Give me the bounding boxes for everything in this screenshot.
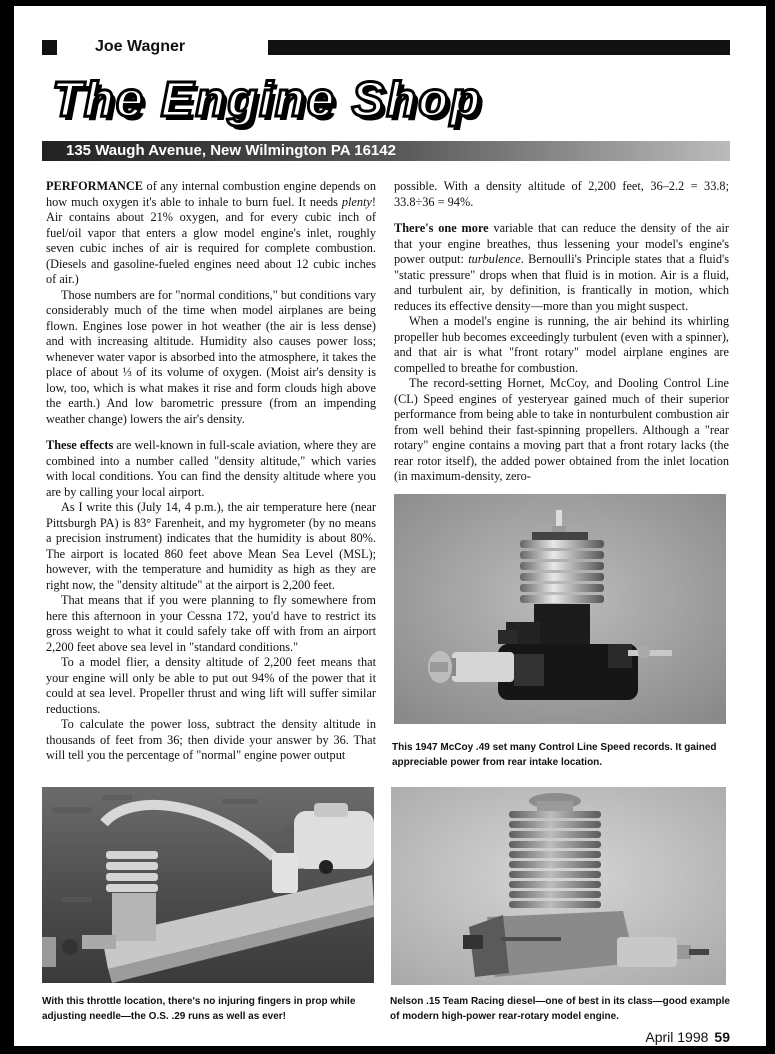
caption-throttle: With this throttle location, there's no injuring fingers in prop while adjusting needle—the O.S. .29 runs as well as ever! [42, 996, 356, 1022]
text-column-right [394, 179, 729, 485]
paragraph: There's one more variable that can reduce the density of the air that your engine breathes, thus lessening your model's engine's power output: turbulence. Bernoulli's Principle states that a fluid's "static pressure" drops when that fluid is in motion. Air is a fluid, and turbulent air, by definition, is frantically in motion, which reduces its effective density—more than you might suspect. [394, 221, 729, 313]
lead-in: These effects [46, 438, 114, 452]
header-rule [268, 40, 730, 55]
address-bar [42, 141, 730, 161]
photo-throttle-setup [42, 787, 374, 983]
lead-in: PERFORMANCE [46, 179, 144, 193]
column-title: The Engine Shop [52, 73, 483, 127]
mccoy-engine-photo [394, 494, 726, 724]
paragraph: Those numbers are for "normal conditions," but conditions vary considerably much of the time when model airplanes are being flown. Engines lose power in hot weather (the air is less dense) and with increasing altitude. Humidity also causes power loss; whenever water vapor is absorbed into the atmosphere, it takes the place of about ⅓ of its volume of oxygen. (Moist air's density is low, too, which is what makes it rise and form clouds high above the earth.) And low barometric pressure (from an impending weather change) lowers the air's density. [46, 287, 376, 426]
issue-date: April 1998 [645, 1029, 709, 1045]
text-column-left [46, 179, 376, 764]
lead-in: There's one more [394, 221, 489, 235]
paragraph: To a model flier, a density altitude of 2,200 feet means that your engine will only be able to put out 94% of the power that it could at sea level. Propeller thrust and wing lift will suffer similar reductions. [46, 655, 376, 716]
caption-nelson: Nelson .15 Team Racing diesel—one of best in its class—good example of modern high-power rear-rotary model engine. [390, 996, 730, 1022]
paragraph: The record-setting Hornet, McCoy, and Dooling Control Line (CL) Speed engines of yesteryear gained much of their superior performance from being able to take in nonturbulent combustion air from well behind their fast-spinning propellers. Although a "rear rotary" engine contains a moving part that a front rotary lacks (the rear rotor itself), the added power obtained from the inlet location (in maximum-density, zero- [394, 376, 729, 483]
paragraph: That means that if you were planning to fly somewhere from here this afternoon in your Cessna 172, you'd have to restrict its gross weight to what it could safely take off with from an airport 2,200 feet above sea level in "standard conditions." [46, 593, 376, 654]
paragraph: PERFORMANCE of any internal combustion engine depends on how much oxygen it's able to inhale to burn fuel. It needs plenty! Air contains about 21% oxygen, and for every cubic inch of fuel/oil vapor that enters a glow model engine's inlet, roughly seven cubic inches of air is required for complete combustion. (Diesels and gasoline-fueled engines need about 12 cubic inches of air.) [46, 179, 376, 286]
paragraph: To calculate the power loss, subtract the density altitude in thousands of feet from 36; then divide your answer by 36. That will tell you the percentage of "normal" engine power output [46, 717, 376, 762]
caption-mccoy: This 1947 McCoy .49 set many Control Line Speed records. It gained appreciable power from rear intake location. [392, 742, 717, 768]
author-row [42, 39, 730, 57]
magazine-page [14, 6, 766, 1046]
paragraph: possible. With a density altitude of 2,200 feet, 36–2.2 = 33.8; 33.8÷36 = 94%. [394, 179, 729, 209]
header-square [42, 40, 57, 55]
paragraph: As I write this (July 14, 4 p.m.), the air temperature here (near Pittsburgh PA) is 83° Farenheit, and my hygrometer (by no means a precision instrument) indicates that the humidity is about 80%. The airport is located 860 feet above Mean Sea Level (MSL); however, with the temperature and humidity as high as they are right now, the "density altitude" at the airport is 2,200 feet. [46, 500, 376, 592]
page-footer [645, 1029, 730, 1045]
author-name: Joe Wagner [95, 38, 186, 55]
nelson-engine-photo [391, 787, 726, 985]
photo-nelson-engine [391, 787, 726, 985]
paragraph: When a model's engine is running, the air behind its whirling propeller hub becomes exceedingly turbulent (even with a spinner), and that air is what "front rotary" model airplane engines are compelled to breathe for combustion. [394, 314, 729, 375]
paragraph: These effects are well-known in full-scale aviation, where they are combined into a number called "density altitude," which varies with local conditions. You can find the density altitude where you are by calling your local airport. [46, 438, 376, 499]
photo-mccoy-engine [394, 494, 726, 724]
address-text: 135 Waugh Avenue, New Wilmington PA 16142 [66, 142, 396, 159]
throttle-setup-photo [42, 787, 374, 983]
page-number: 59 [714, 1029, 730, 1045]
